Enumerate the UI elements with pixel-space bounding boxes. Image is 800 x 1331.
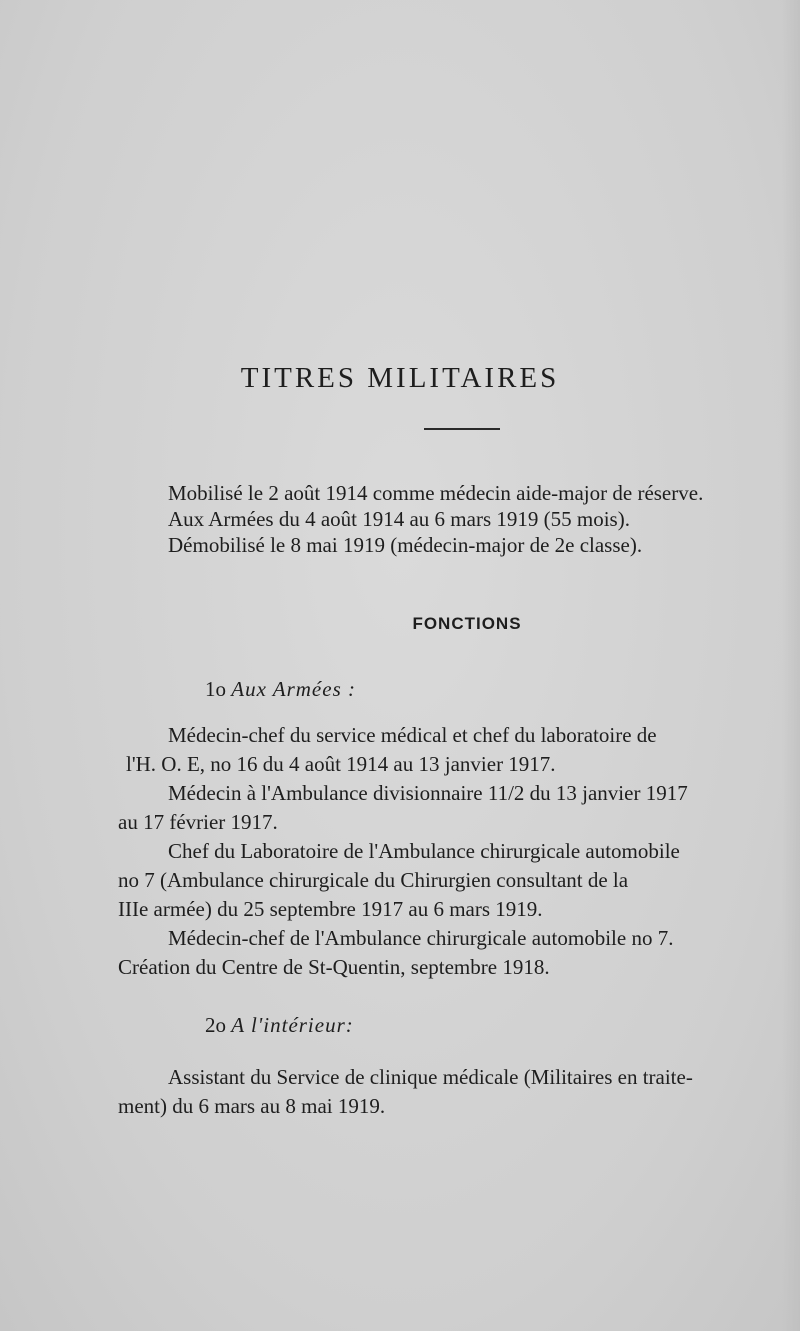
text-line: ment) du 6 mars au 8 mai 1919. xyxy=(118,1094,386,1118)
intro-block xyxy=(168,480,768,558)
armees-paragraphs xyxy=(118,721,778,982)
text-line: IIIe armée) du 25 septembre 1917 au 6 mars 1919. xyxy=(118,897,543,921)
title-rule xyxy=(424,428,500,430)
text-line: no 7 (Ambulance chirurgicale du Chirurgien consultant de la xyxy=(118,868,629,892)
subsection-title: A l'intérieur: xyxy=(231,1013,354,1037)
text-line: Médecin-chef de l'Ambulance chirurgicale automobile no 7. xyxy=(168,926,674,950)
intro-line: Mobilisé le 2 août 1914 comme médecin aide-major de réserve. xyxy=(168,481,704,505)
intro-line: Aux Armées du 4 août 1914 au 6 mars 1919 (55 mois). xyxy=(168,507,630,531)
subsection-armees xyxy=(205,677,356,702)
text-line: Médecin-chef du service médical et chef du laboratoire de xyxy=(168,723,657,747)
intro-line: Démobilisé le 8 mai 1919 (médecin-major de 2e classe). xyxy=(168,533,643,557)
interieur-paragraphs xyxy=(118,1063,778,1121)
text-line: au 17 février 1917. xyxy=(118,810,278,834)
subsection-interieur xyxy=(205,1013,354,1038)
subsection-title: Aux Armées : xyxy=(231,677,356,701)
text-line: Chef du Laboratoire de l'Ambulance chirurgicale automobile xyxy=(168,839,680,863)
subsection-number: 2o xyxy=(205,1013,226,1037)
text-line: Médecin à l'Ambulance divisionnaire 11/2 du 13 janvier 1917 xyxy=(168,781,688,805)
text-line: Assistant du Service de clinique médicale (Militaires en traite- xyxy=(168,1065,693,1089)
page-edge-shadow xyxy=(782,0,800,1331)
section-heading: FONCTIONS xyxy=(412,614,522,633)
text-line: l'H. O. E, no 16 du 4 août 1914 au 13 janvier 1917. xyxy=(126,752,556,776)
subsection-number: 1o xyxy=(205,677,226,701)
page-title: TITRES MILITAIRES xyxy=(240,362,560,394)
text-line: Création du Centre de St-Quentin, septembre 1918. xyxy=(118,955,550,979)
